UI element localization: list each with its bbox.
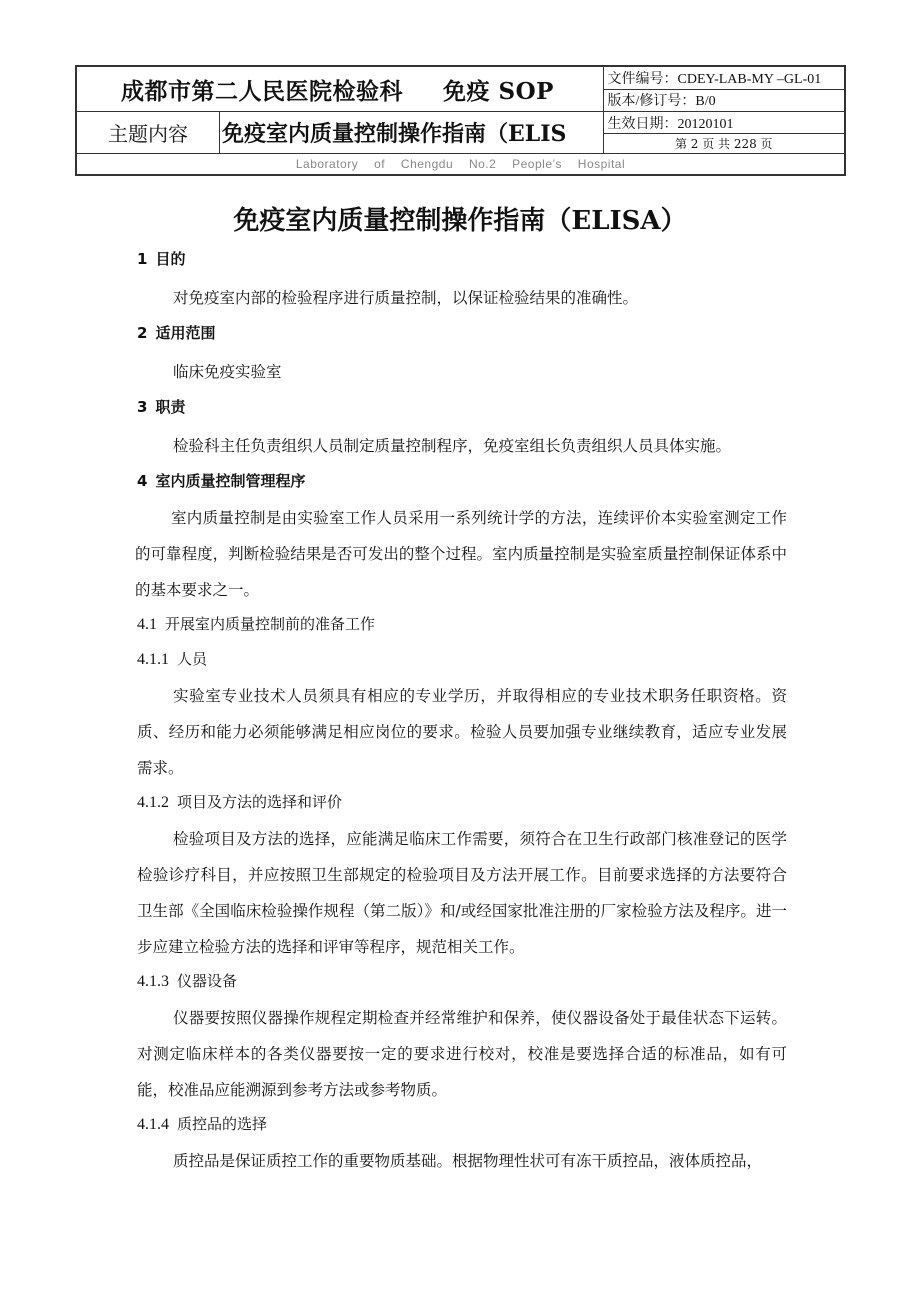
file-number: 文件编号：CDEY-LAB-MY –GL-01 [603, 67, 844, 90]
effective-date: 生效日期：20120101 [603, 112, 844, 134]
topic-label: 主题内容 [77, 112, 220, 154]
sop-header-table [75, 65, 846, 176]
section-heading-4-1-2: 4.1.2 项目及方法的选择和评价 [137, 793, 343, 811]
hospital-department-name: 成都市第二人民医院检验科 [121, 77, 403, 105]
org-title-cell [77, 67, 604, 112]
section-text-2: 临床免疫实验室 [173, 363, 282, 381]
version-number: 版本/修订号：B/0 [603, 89, 844, 112]
section-text-4: 室内质量控制是由实验室工作人员采用一系列统计学的方法，连续评价本实验室测定工作的可靠程度，判断检验结果是否可发出的整个过程。室内质量控制是实验室质量控制保证体系中的基本要求之一。 [135, 509, 787, 599]
document-body [137, 246, 787, 1179]
section-heading-4-1-1: 4.1.1 人员 [137, 650, 208, 668]
section-heading-2: 2 适用范围 [137, 324, 216, 342]
section-text-4-1-1: 实验室专业技术人员须具有相应的专业学历，并取得相应的专业技术职务任职资格。资质、经历和能力必须能够满足相应岗位的要求。检验人员要加强专业继续教育，适应专业发展需求。 [137, 687, 787, 777]
section-heading-4-1-3: 4.1.3 仪器设备 [137, 972, 238, 990]
section-heading-4: 4 室内质量控制管理程序 [137, 472, 306, 490]
section-heading-3: 3 职责 [137, 398, 186, 416]
section-heading-1: 1 目的 [137, 250, 186, 268]
sop-type: 免疫 SOP [443, 77, 554, 105]
page-info: 第 2 页 共 228 页 [603, 134, 844, 154]
section-text-1: 对免疫室内部的检验程序进行质量控制，以保证检验结果的准确性。 [173, 289, 639, 307]
section-text-3: 检验科主任负责组织人员制定质量控制程序，免疫室组长负责组织人员具体实施。 [173, 437, 732, 455]
topic-value: 免疫室内质量控制操作指南（ELIS [220, 112, 604, 154]
section-heading-4-1: 4.1 开展室内质量控制前的准备工作 [137, 615, 376, 633]
laboratory-name: Laboratory of Chengdu No.2 People’s Hospital [77, 154, 845, 175]
section-text-4-1-2: 检验项目及方法的选择，应能满足临床工作需要，须符合在卫生行政部门核准登记的医学检验诊疗科目，并应按照卫生部规定的检验项目及方法开展工作。目前要求选择的方法要符合卫生部《全国临床检验操作规程（第二版）》和/或经国家批准注册的厂家检验方法及程序。进一步应建立检验方法的选择和评审等程序，规范相关工作。 [137, 830, 787, 956]
document-title: 免疫室内质量控制操作指南（ELISA） [233, 206, 687, 236]
section-heading-4-1-4: 4.1.4 质控品的选择 [137, 1115, 268, 1133]
section-text-4-1-4: 质控品是保证质控工作的重要物质基础。根据物理性状可有冻干质控品，液体质控品， [173, 1152, 763, 1170]
section-text-4-1-3: 仪器要按照仪器操作规程定期检查并经常维护和保养，使仪器设备处于最佳状态下运转。对测定临床样本的各类仪器要按一定的要求进行校对，校准是要选择合适的标准品，如有可能，校准品应能溯源到参考方法或参考物质。 [137, 1009, 787, 1099]
